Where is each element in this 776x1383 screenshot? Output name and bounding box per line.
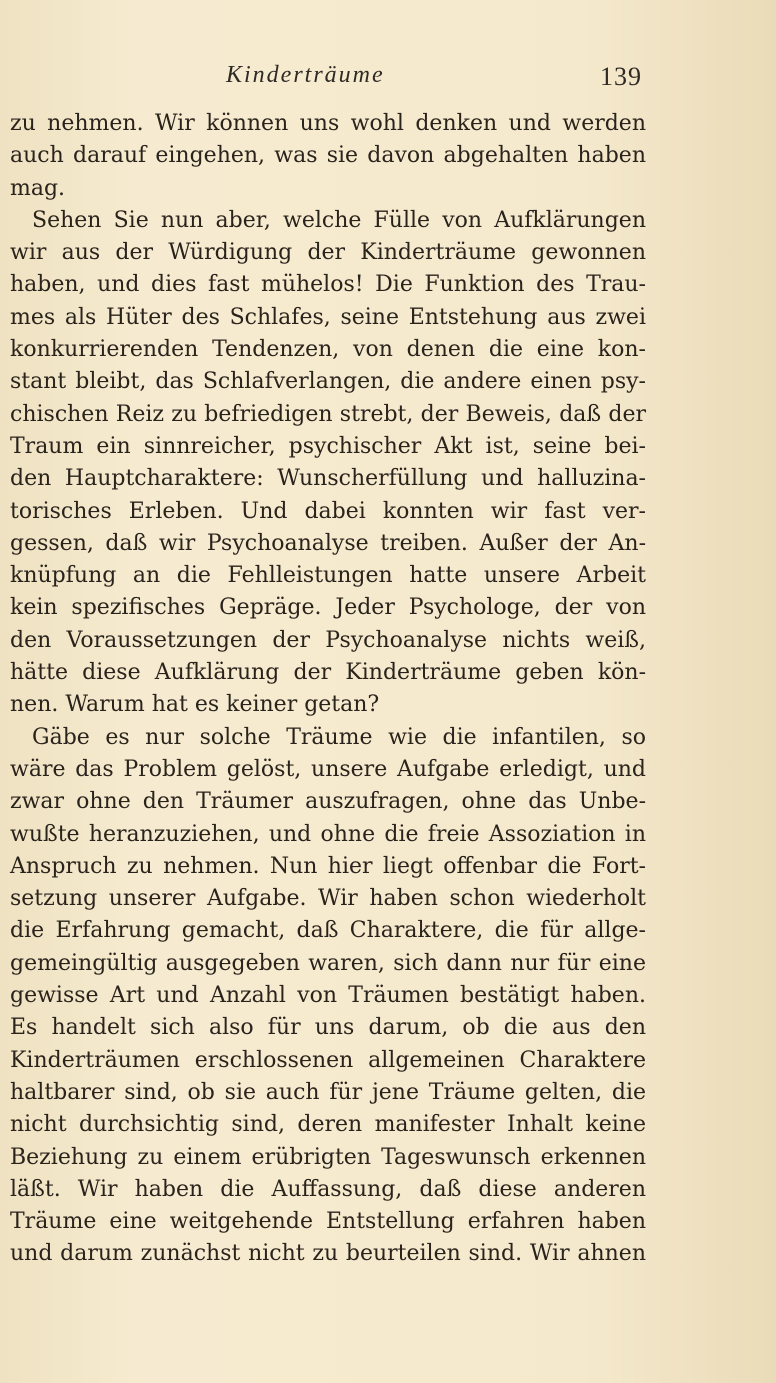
text-line: wäre das Problem gelöst, unsere Aufgabe erledigt, und [10,756,646,782]
text-line: haben, und dies fast mühelos! Die Funktion des Trau- [10,272,646,298]
text-line: wußte heranzuziehen, und ohne die freie Assoziation in [10,821,646,847]
text-line: knüpfung an die Fehlleistungen hatte unsere Arbeit [10,563,646,589]
text-line: Anspruch zu nehmen. Nun hier liegt offenbar die Fort- [10,853,646,879]
text-line: den Hauptcharaktere: Wunscherfüllung und halluzina- [10,466,646,492]
text-line: Es handelt sich also für uns darum, ob die aus den [10,1015,646,1041]
text-line: wir aus der Würdigung der Kinderträume gewonnen [10,240,646,266]
text-line: gessen, daß wir Psychoanalyse treiben. Außer der An- [10,530,646,556]
text-line: kein spezifisches Gepräge. Jeder Psychologe, der von [10,595,646,621]
text-line: Traum ein sinnreicher, psychischer Akt ist, seine bei- [10,433,646,459]
text-line: läßt. Wir haben die Auffassung, daß diese anderen [10,1176,646,1202]
text-line: mag. [10,175,66,201]
text-line: Gäbe es nur solche Träume wie die infantilen, so [32,724,646,750]
text-line: und darum zunächst nicht zu beurteilen sind. Wir ahnen [10,1241,646,1267]
text-line: zu nehmen. Wir können uns wohl denken und werden [10,111,646,136]
text-line: Beziehung zu einem erübrigten Tageswunsch erkennen [10,1144,646,1170]
text-line: gemeingültig ausgegeben waren, sich dann nur für eine [10,950,646,976]
text-line: torisches Erleben. Und dabei konnten wir fast ver- [10,498,646,524]
text-line: setzung unserer Aufgabe. Wir haben schon wiederholt [10,886,646,912]
text-line: nicht durchsichtig sind, deren manifester Inhalt keine [10,1112,646,1138]
text-line: stant bleibt, das Schlafverlangen, die andere einen psy- [10,369,646,395]
text-line: Sehen Sie nun aber, welche Fülle von Aufklärungen [32,207,646,233]
text-line: hätte diese Aufklärung der Kinderträume geben kön- [10,660,646,686]
text-line: zwar ohne den Träumer auszufragen, ohne das Unbe- [10,789,646,815]
text-line: Träume eine weitgehende Entstellung erfahren haben [10,1209,646,1235]
text-line: den Voraussetzungen der Psychoanalyse nichts weiß, [10,627,646,653]
text-line: Kinderträumen erschlossenen allgemeinen Charaktere [10,1047,646,1073]
text-line: die Erfahrung gemacht, daß Charaktere, die für allge- [10,918,646,944]
text-line: chischen Reiz zu befriedigen strebt, der Beweis, daß der [10,401,646,427]
text-line: gewisse Art und Anzahl von Träumen bestätigt haben. [10,983,646,1009]
running-header [0,62,776,98]
page-number: 139 [600,62,642,91]
chapter-title: Kinderträume [226,62,385,88]
text-line: haltbarer sind, ob sie auch für jene Träume gelten, die [10,1079,646,1105]
text-line: nen. Warum hat es keiner getan? [10,692,380,718]
text-line: konkurrierenden Tendenzen, von denen die eine kon- [10,337,646,363]
body-text [10,108,646,1271]
text-line: mes als Hüter des Schlafes, seine Entstehung aus zwei [10,304,646,330]
text-line: auch darauf eingehen, was sie davon abgehalten haben [10,143,646,169]
